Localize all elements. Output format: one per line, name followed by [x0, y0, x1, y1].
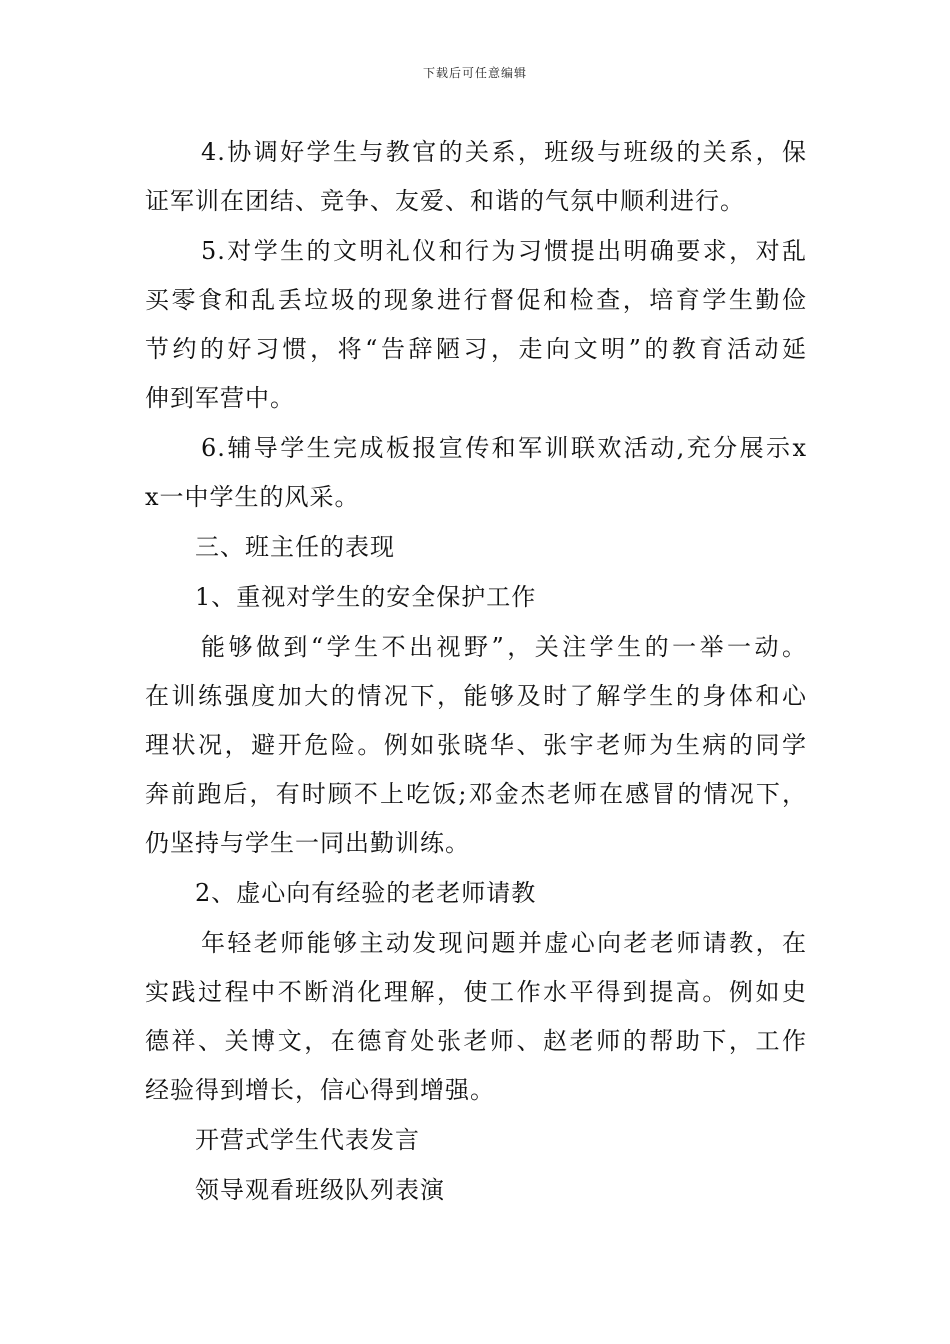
text-line: 买零食和乱丢垃圾的现象进行督促和检查，培育学生勤俭 — [145, 286, 807, 314]
text-line: 4.协调好学生与教官的关系，班级与班级的关系，保 — [201, 138, 807, 166]
paragraph-item-6 — [145, 424, 807, 522]
text-line: 经验得到增长，信心得到增强。 — [145, 1076, 495, 1104]
page-header: 下载后可任意编辑 — [422, 66, 527, 80]
text-line: 节约的好习惯，将“告辞陋习，走向文明”的教育活动延 — [145, 335, 807, 363]
subsection-heading-2 — [145, 869, 807, 918]
paragraph-item-4 — [145, 128, 807, 226]
agenda-item: 领导观看班级队列表演 — [195, 1176, 445, 1204]
agenda-item-formation-show — [145, 1166, 807, 1215]
agenda-item-opening-speech — [145, 1116, 807, 1165]
subsection-body-1 — [145, 623, 807, 868]
subsection-title: 1、重视对学生的安全保护工作 — [195, 583, 537, 611]
subsection-heading-1 — [145, 573, 807, 622]
document-body — [145, 128, 807, 1215]
text-line: 仍坚持与学生一同出勤训练。 — [145, 829, 470, 857]
text-line: 6.辅导学生完成板报宣传和军训联欢活动,充分展示x — [201, 434, 807, 462]
text-line: 年轻老师能够主动发现问题并虚心向老老师请教，在 — [201, 929, 807, 957]
text-line: 奔前跑后，有时顾不上吃饭;邓金杰老师在感冒的情况下， — [145, 780, 807, 808]
section-title: 三、班主任的表现 — [195, 533, 395, 561]
text-line: 理状况，避开危险。例如张晓华、张宇老师为生病的同学 — [145, 731, 807, 759]
text-line: 实践过程中不断消化理解，使工作水平得到提高。例如史 — [145, 978, 807, 1006]
paragraph-item-5 — [145, 227, 807, 423]
text-line: 5.对学生的文明礼仪和行为习惯提出明确要求，对乱 — [201, 237, 807, 265]
text-line: 德祥、关博文，在德育处张老师、赵老师的帮助下，工作 — [145, 1027, 807, 1055]
text-line: 在训练强度加大的情况下，能够及时了解学生的身体和心 — [145, 682, 807, 710]
section-heading — [145, 523, 807, 572]
text-line: 证军训在团结、竞争、友爱、和谐的气氛中顺利进行。 — [145, 187, 745, 215]
subsection-title: 2、虚心向有经验的老老师请教 — [195, 879, 537, 907]
text-line: 能够做到“学生不出视野”，关注学生的一举一动。 — [201, 633, 807, 661]
text-line: 伸到军营中。 — [145, 384, 295, 412]
text-line: x一中学生的风采。 — [145, 483, 360, 511]
agenda-item: 开营式学生代表发言 — [195, 1126, 420, 1154]
subsection-body-2 — [145, 919, 807, 1115]
